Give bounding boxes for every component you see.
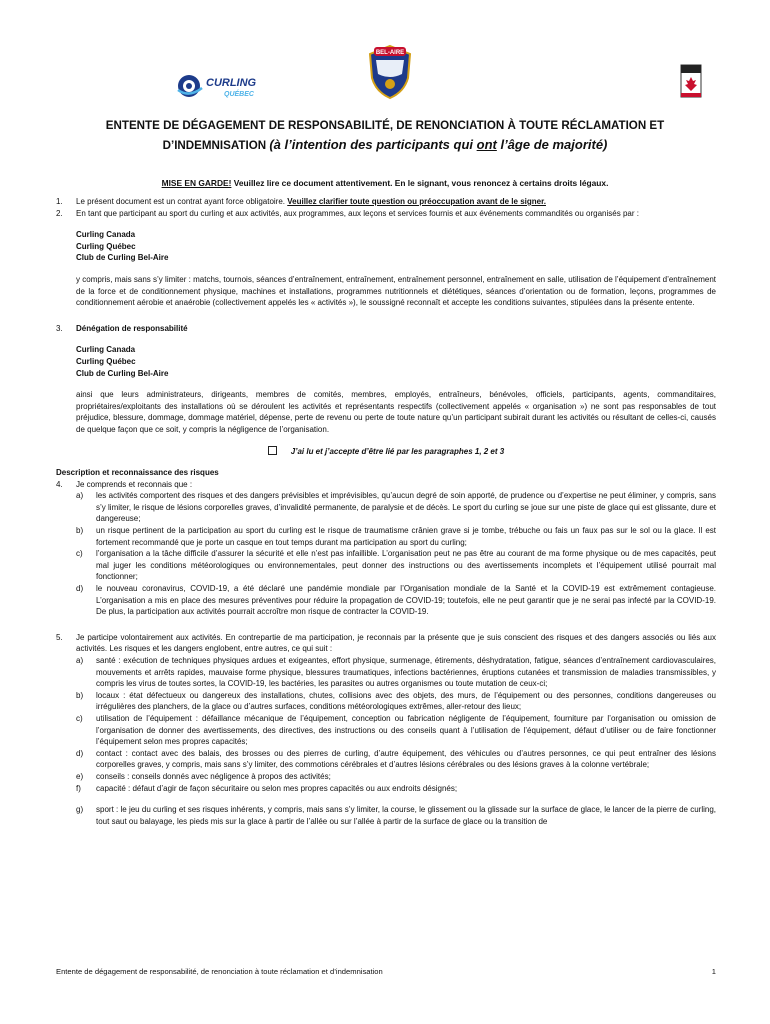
sub-clause-text: l’organisation a la tâche difficile d’assurer la sécurité et elle n’est pas infaillible. L’organisation peut ne pas être au courant de ma forme physique ou de mes capacités, peut mal juger les conditions météorologiques ou environnementales, peut donner des instructions ou des avertissements incomplets et l’équipement utilisé pourrait mal fonctionner; xyxy=(96,549,716,582)
warning-label: MISE EN GARDE! xyxy=(161,178,232,188)
section-heading: Description et reconnaissance des risques xyxy=(56,468,219,478)
title-line-2-italic-a: (à l’intention des participants qui xyxy=(269,137,477,152)
sub-clause-letter: a) xyxy=(76,491,84,501)
clause-2 xyxy=(56,208,716,220)
sub-clause-text: sport : le jeu du curling et ses risques inhérents, y compris, mais sans s’y limiter, la course, le glissement ou la glissade sur la surface de glace, le lancer de la pierre de curling, tout saut ou balayage, les pieds mis sur la glace à partir de l’allée ou sur l’allée à partir de la surface de glace ou la transition de xyxy=(96,805,716,826)
sub-clause-text: les activités comportent des risques et des dangers prévisibles et imprévisibles, qu’aucun degré de soin apporté, de prudence ou d’expertise ne peut éliminer, y compris, sans s’y limiter, le risque de lésions corporelles graves, d’invalidité permanente, de paralysie et de décès. Le sport du curling se joue sur une piste de glace qui est glissante, dure et dangereuse; xyxy=(96,491,716,524)
curling-canada-logo xyxy=(680,64,702,98)
sub-clause-text: un risque pertinent de la participation au sport du curling est le risque de traumatisme crânien grave si je tombe, trébuche ou fais un faux pas sur le sol ou la glace. Il est fortement recommandé que je porte un casque en tout temps durant ma participation au sport du curling; xyxy=(96,526,716,547)
sub-clause-letter: c) xyxy=(76,713,83,723)
acknowledgement-line xyxy=(56,446,716,458)
bel-aire-logo xyxy=(366,44,414,100)
clause-heading: Dénégation de responsabilité xyxy=(76,323,188,333)
sub-clause xyxy=(56,804,716,827)
document-body xyxy=(56,196,716,827)
document-title xyxy=(60,116,710,155)
clause-number: 4. xyxy=(56,479,63,489)
sub-clause-letter: e) xyxy=(76,771,84,781)
title-line-2 xyxy=(60,135,710,155)
sub-clause xyxy=(56,583,716,618)
warning-text: Veuillez lire ce document attentivement. En le signant, vous renoncez à certains droits légaux. xyxy=(231,178,609,188)
clause-text: Je participe volontairement aux activités. En contrepartie de ma participation, je reconnais par la présente que je suis conscient des risques et des dangers associés ou liés aux activités. Les risques et les dangers englobent, entre autres, ce qui suit : xyxy=(76,632,716,654)
sub-clause xyxy=(56,783,716,795)
sub-clause-text: capacité : défaut d’agir de façon sécuritaire ou selon mes propres capacités ou aux endroits désignés; xyxy=(96,783,458,793)
sub-clause-letter: c) xyxy=(76,549,83,559)
sub-clause xyxy=(56,771,716,783)
clause-number: 3. xyxy=(56,323,63,333)
sub-clause-letter: b) xyxy=(76,526,84,536)
org-item: Curling Canada xyxy=(76,230,136,240)
sub-clause xyxy=(56,490,716,525)
clause-text: Le présent document est un contrat ayant force obligatoire. xyxy=(76,197,288,206)
bel-aire-logo-text: BEL-AIRE xyxy=(375,50,405,56)
sub-clause xyxy=(56,748,716,771)
org-item: Curling Québec xyxy=(76,241,136,251)
org-list xyxy=(56,344,716,379)
page-number: 1 xyxy=(711,967,716,976)
clause-number: 2. xyxy=(56,208,63,218)
org-list xyxy=(56,229,716,264)
sub-clause xyxy=(56,690,716,713)
curling-logo-word2: QUÉBEC xyxy=(224,91,254,98)
clause-3-continued: ainsi que leurs administrateurs, dirigeants, membres de comités, membres, employés, entraîneurs, bénévoles, officiels, participants, agents, commanditaires, propriétaires/exploitants des installations où se déroulent les activités et représentants respectifs (collectivement appelés « organisation ») ne sont pas responsables de tout préjudice, blessure, dommage, dommage matériel, dépense, perte de revenu ou perte de toute nature qu’un participant subirait durant les activités ou résultant de celles-ci, causés de quelque façon que ce soit, y compris la négligence de l’organisation. xyxy=(76,390,716,434)
footer-document-name: Entente de dégagement de responsabilité, de renonciation à toute réclamation et d’indemnisation xyxy=(56,967,383,976)
sub-clause-letter: b) xyxy=(76,690,84,700)
sub-clause-letter: a) xyxy=(76,656,84,665)
curling-logo-word1: CURLING xyxy=(206,77,257,89)
sub-clause-text: le nouveau coronavirus, COVID-19, a été déclaré une pandémie mondiale par l’Organisation mondiale de la Santé et la COVID-19 est extrêmement contagieuse. L’organisation a mis en place des mesures préventives pour réduire la propagation de COVID-19; toutefois, elle ne peut garantir que je ne serai pas infecté par la COVID-19. De plus, la participation aux activités pourrait accroître mon risque de contracter la COVID-19. xyxy=(96,584,716,617)
sub-clause-text: contact : contact avec des balais, des brosses ou des pierres de curling, d’autre équipement, des véhicules ou d’autres personnes, ce qui peut entraîner des lésions corporelles graves, y compris, mais sans s’y limiter, des commotions cérébrales et d’autres lésions cérébrales ou des lésions graves à la colonne vertébrale; xyxy=(96,748,716,770)
sub-clause-text: conseils : conseils donnés avec négligence à propos des activités; xyxy=(96,771,331,781)
sub-clause-text: santé : exécution de techniques physiques ardues et exigeantes, effort physique, surmenage, étirements, déshydratation, fatigue, séances d’entraînement cardiovasculaires, mouvements et arrêts rapides, mauvaise forme physique, blessures traumatiques, infections bactériennes, éruptions cutanées et transmission de maladies transmissibles, y compris les virus de toutes sortes, la COVID-19, les bactéries, les parasites ou autres organismes ou toute mutation de ceux-ci; xyxy=(96,656,716,689)
clause-4 xyxy=(56,479,716,491)
warning-notice xyxy=(60,178,710,188)
sub-clause-letter: f) xyxy=(76,783,81,793)
title-line-2-underlined: ont xyxy=(476,137,497,152)
title-line-2-plain: D’INDEMNISATION xyxy=(162,139,270,152)
sub-clause xyxy=(56,655,716,690)
sub-clause xyxy=(56,713,716,748)
org-item: Curling Canada xyxy=(76,345,136,355)
clause-emphasis: Veuillez clarifier toute question ou préoccupation avant de le signer. xyxy=(287,197,546,206)
clause-number: 5. xyxy=(56,632,63,642)
clause-5 xyxy=(56,632,716,655)
curling-quebec-logo xyxy=(176,72,286,100)
org-item: Curling Québec xyxy=(76,356,136,366)
clause-text: En tant que participant au sport du curling et aux activités, aux programmes, aux leçons et services fournis et aux événements commandités ou organisés par : xyxy=(76,208,639,218)
acknowledgement-checkbox[interactable] xyxy=(268,446,277,455)
title-line-1: ENTENTE DE DÉGAGEMENT DE RESPONSABILITÉ, DE RENONCIATION À TOUTE RÉCLAMATION ET xyxy=(105,119,665,132)
sub-clause-text: utilisation de l’équipement : défaillance mécanique de l’équipement, conception ou fabrication négligente de l’équipement, fourniture par l’organisation ou omission de l’organisation de donner des avertissements, des directives, des instructions ou des conseils quant à l’utilisation de l’équipement, défaut d’utiliser ou de faire fonctionner l’équipement selon mes propres capacités; xyxy=(96,713,716,747)
org-item: Club de Curling Bel-Aire xyxy=(76,368,169,378)
acknowledgement-text: J’ai lu et j’accepte d’être lié par les paragraphes 1, 2 et 3 xyxy=(290,446,505,456)
sub-clause xyxy=(56,548,716,583)
sub-clause-letter: d) xyxy=(76,584,84,594)
clause-text: Je comprends et reconnais que : xyxy=(76,479,193,489)
sub-clause xyxy=(56,525,716,548)
sub-clause-text: locaux : état défectueux ou dangereux des installations, chutes, collisions avec des objets, des murs, de l’équipement ou des personnes, conditions dangereuses ou irrégulières des planchers, de la glace ou d’autres surfaces, conditions météorologiques extrêmes, aller-retour des lieux; xyxy=(96,690,716,712)
sub-clause-letter: g) xyxy=(76,805,84,815)
sub-clause-letter: d) xyxy=(76,748,84,758)
clause-number: 1. xyxy=(56,197,63,206)
clause-2-continued: y compris, mais sans s’y limiter : matchs, tournois, séances d’entraînement, entraînement, entraînement personnel, entraînement en salle, utilisation de l’équipement d’entraînement de la force et de conditionnement physique, machines et installations, programmes nutritionnels et diététiques, séances d’orientation ou de formation, leçons, programmes de conditionnement aérobie et anaérobie (collectivement appelés les « activités »), le soussigné reconnaît et accepte les conditions suivantes, stipulées dans la présente entente. xyxy=(76,274,716,308)
clause-1 xyxy=(56,196,716,208)
title-line-2-italic-b: l’âge de majorité) xyxy=(496,137,608,152)
page-footer xyxy=(56,967,716,976)
org-item: Club de Curling Bel-Aire xyxy=(76,253,169,263)
clause-3 xyxy=(56,323,716,335)
